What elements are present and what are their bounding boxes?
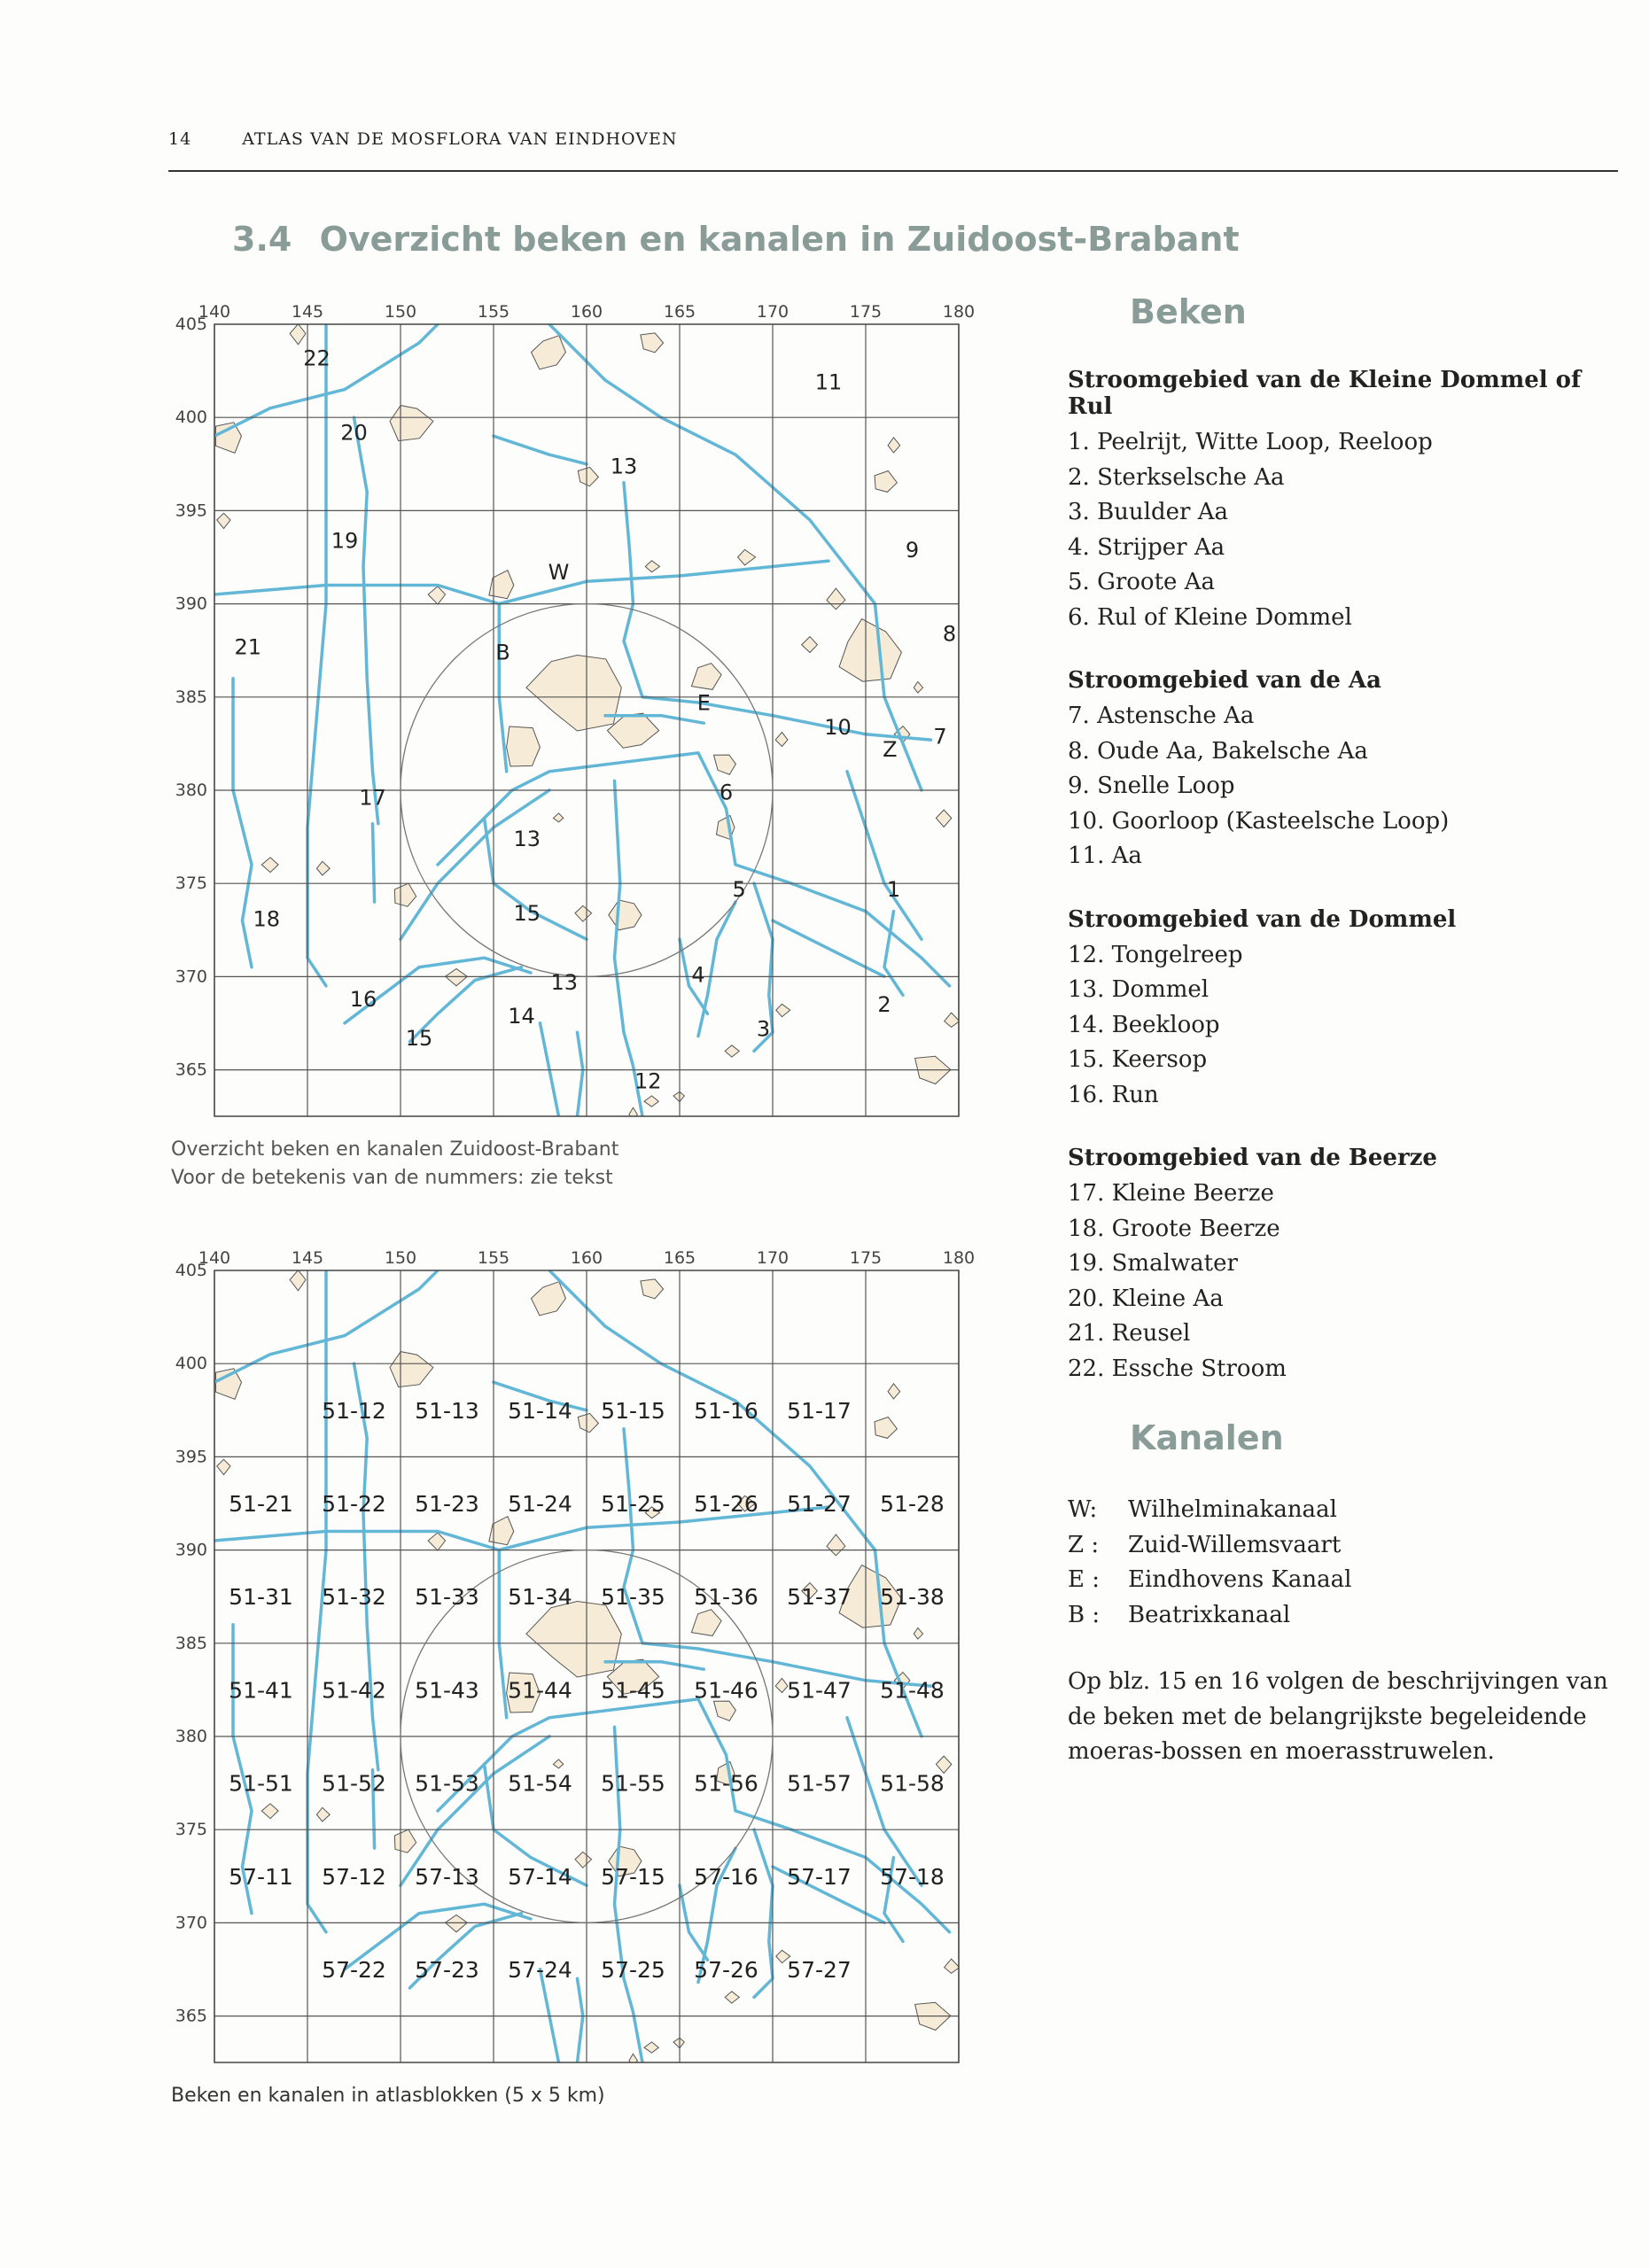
atlas-block-label: 51-51: [229, 1770, 293, 1797]
legend-item: 1. Peelrijt, Witte Loop, Reeloop: [1068, 429, 1433, 455]
x-tick-label: 180: [942, 302, 975, 322]
river-label: 15: [405, 1026, 433, 1052]
river-label: B: [495, 640, 510, 665]
x-tick-label: 170: [756, 1248, 789, 1268]
town-area: [827, 588, 845, 610]
river-label: 12: [634, 1068, 662, 1094]
y-tick-label: 390: [175, 594, 207, 614]
legend-item: 2. Sterkselsche Aa: [1068, 463, 1285, 491]
river-label: 18: [253, 906, 281, 932]
atlas-block-label: 57-17: [787, 1863, 852, 1890]
river-line: [354, 417, 378, 824]
town-area: [290, 324, 306, 345]
kanaal-key: Z :: [1068, 1531, 1100, 1558]
x-tick-label: 170: [756, 302, 789, 322]
y-tick-label: 380: [175, 781, 207, 800]
legend-item: 19. Smalwater: [1068, 1250, 1238, 1277]
river-label: 13: [610, 454, 638, 479]
group-title: Stroomgebied van de Beerze: [1068, 1145, 1437, 1171]
atlas-block-label: 51-37: [787, 1584, 852, 1611]
legend-item: 11. Aa: [1068, 843, 1142, 869]
group-title: Stroomgebied van de Kleine Dommel of Rul: [1068, 367, 1582, 420]
town-area: [532, 1282, 566, 1316]
river-line: [624, 483, 642, 697]
atlas-block-label: 51-32: [322, 1584, 386, 1611]
beken-heading: Beken: [1130, 292, 1247, 331]
town-area: [914, 1627, 922, 1639]
map2-caption-line: Beken en kanalen in atlasblokken (5 x 5 km): [171, 2085, 605, 2107]
town-area: [446, 1915, 468, 1932]
town-area: [394, 883, 416, 906]
river-label: 2: [877, 992, 891, 1018]
legend-item: 14. Beekloop: [1068, 1011, 1220, 1038]
kanaal-key: W:: [1068, 1496, 1098, 1523]
town-area: [507, 726, 541, 766]
atlas-block-label: 51-38: [880, 1584, 945, 1611]
river-label: 15: [513, 901, 541, 927]
town-area: [316, 1807, 330, 1821]
x-tick-label: 140: [198, 302, 231, 322]
town-area: [394, 1829, 416, 1852]
river-label: 14: [508, 1003, 535, 1029]
legend-column: [1068, 292, 1617, 1770]
river-label: 13: [550, 969, 579, 995]
river-line: [578, 1032, 583, 1116]
river-line: [773, 920, 884, 976]
atlas-block-label: 51-26: [694, 1491, 758, 1517]
river-line: [615, 781, 643, 1116]
map-rivers-overview: [159, 292, 975, 1125]
town-area: [578, 1413, 598, 1432]
section-number: 3.4: [232, 220, 292, 259]
legend-item: 12. Tongelreep: [1068, 941, 1243, 968]
kanaal-row: [1068, 1528, 1617, 1564]
town-area: [553, 813, 563, 822]
y-tick-label: 365: [175, 2006, 207, 2026]
town-area: [691, 664, 721, 690]
atlas-block-label: 51-12: [322, 1397, 386, 1424]
kanaal-row: [1068, 1563, 1617, 1598]
y-tick-label: 405: [175, 315, 207, 334]
map-atlas-blocks: [159, 1239, 975, 2071]
y-tick-label: 400: [175, 1354, 207, 1374]
y-tick-label: 385: [175, 687, 207, 707]
town-area: [691, 1610, 721, 1636]
y-tick-label: 390: [175, 1540, 207, 1560]
legend-item: 13. Dommel: [1068, 976, 1210, 1003]
x-tick-label: 180: [942, 1248, 975, 1268]
y-tick-label: 370: [175, 967, 207, 987]
y-tick-label: 405: [175, 1261, 207, 1280]
atlas-block-label: 51-56: [694, 1770, 758, 1797]
atlas-block-label: 51-55: [601, 1770, 665, 1797]
town-area: [290, 1270, 306, 1291]
y-tick-label: 375: [175, 1820, 207, 1840]
y-tick-label: 380: [175, 1727, 207, 1746]
town-area: [888, 1384, 900, 1399]
town-area: [673, 1091, 684, 1102]
town-area: [738, 549, 756, 565]
river-label: 8: [942, 621, 957, 647]
x-tick-label: 175: [849, 302, 883, 322]
legend-item: 4. Strijper Aa: [1068, 533, 1225, 561]
legend-item: 3. Buulder Aa: [1068, 499, 1228, 525]
y-tick-label: 400: [175, 408, 207, 428]
atlas-block-label: 51-41: [229, 1677, 293, 1704]
legend-group: [1068, 906, 1617, 1114]
atlas-block-label: 51-21: [229, 1491, 293, 1517]
town-area: [776, 1004, 790, 1016]
header-rule: [168, 170, 1618, 172]
atlas-block-label: 57-25: [601, 1957, 665, 1983]
town-area: [446, 969, 468, 986]
y-tick-label: 385: [175, 1633, 207, 1653]
atlas-block-label: 57-24: [508, 1957, 572, 1983]
y-tick-label: 395: [175, 501, 207, 521]
x-tick-label: 150: [384, 1248, 417, 1268]
river-line: [847, 1718, 922, 1885]
town-area: [775, 732, 788, 746]
river-label: E: [696, 690, 711, 716]
x-tick-label: 165: [663, 302, 696, 322]
river-label: 20: [340, 420, 368, 446]
atlas-block-label: 57-13: [415, 1863, 479, 1890]
kanaal-key: E :: [1068, 1566, 1101, 1593]
town-area: [629, 2054, 637, 2066]
atlas-block-label: 57-11: [229, 1863, 293, 1890]
atlas-block-label: 51-14: [508, 1397, 572, 1424]
river-line: [233, 679, 252, 967]
town-area: [216, 423, 242, 454]
x-tick-label: 160: [570, 302, 603, 322]
atlas-block-label: 57-16: [694, 1863, 758, 1890]
atlas-block-label: 57-18: [880, 1863, 945, 1890]
atlas-block-label: 57-23: [415, 1957, 479, 1983]
town-area: [261, 1804, 278, 1819]
atlas-block-label: 51-23: [415, 1491, 479, 1517]
river-label: 17: [359, 785, 386, 811]
river-line: [578, 1978, 583, 2062]
river-label: 7: [933, 724, 947, 750]
river-line: [373, 824, 375, 902]
atlas-block-label: 51-24: [508, 1491, 572, 1517]
legend-group: [1068, 1145, 1617, 1386]
town-area: [641, 333, 664, 353]
atlas-block-label: 51-47: [787, 1677, 852, 1704]
town-area: [390, 1352, 433, 1387]
river-line: [307, 324, 326, 986]
x-tick-label: 150: [384, 302, 417, 322]
kanaal-name: Beatrixkanaal: [1128, 1601, 1291, 1628]
kanaal-name: Eindhovens Kanaal: [1128, 1566, 1352, 1593]
legend-item: 21. Reusel: [1068, 1320, 1191, 1347]
legend-item: 5. Groote Aa: [1068, 569, 1215, 595]
legend-item: 8. Oude Aa, Bakelsche Aa: [1068, 737, 1368, 765]
atlas-block-label: 57-27: [787, 1957, 852, 1983]
atlas-block-label: 51-13: [415, 1397, 479, 1424]
page-number: 14: [168, 129, 192, 149]
map1-caption: [171, 1136, 618, 1192]
atlas-block-label: 51-22: [322, 1491, 386, 1517]
river-label: 19: [331, 528, 359, 554]
atlas-block-label: 57-12: [322, 1863, 386, 1890]
atlas-block-label: 51-25: [601, 1491, 665, 1517]
atlas-block-label: 51-58: [880, 1770, 945, 1797]
atlas-block-label: 51-54: [508, 1770, 572, 1797]
town-area: [714, 755, 736, 774]
atlas-block-label: 51-28: [880, 1491, 945, 1517]
town-area: [673, 2038, 684, 2048]
map2-svg: [159, 1239, 975, 2071]
town-area: [428, 1533, 446, 1550]
town-area: [945, 1013, 960, 1027]
group-title: Stroomgebied van de Aa: [1068, 667, 1381, 694]
atlas-block-label: 51-42: [322, 1677, 386, 1704]
section-title: [232, 220, 1240, 259]
river-label: 6: [719, 780, 734, 805]
y-tick-label: 395: [175, 1447, 207, 1467]
atlas-block-label: 51-36: [694, 1584, 758, 1611]
y-tick-label: 375: [175, 874, 207, 894]
river-label: 21: [234, 634, 262, 660]
legend-item: 22. Essche Stroom: [1068, 1355, 1287, 1382]
atlas-block-label: 51-57: [787, 1770, 852, 1797]
y-tick-label: 365: [175, 1060, 207, 1080]
section-title-text: Overzicht beken en kanalen in Zuidoost-Brabant: [319, 220, 1240, 259]
town-area: [875, 471, 897, 493]
atlas-block-label: 57-14: [508, 1863, 572, 1890]
river-line: [847, 772, 922, 939]
atlas-block-label: 51-34: [508, 1584, 572, 1611]
river-label: 9: [905, 537, 920, 563]
town-area: [827, 1534, 845, 1556]
kanaal-row: [1068, 1493, 1617, 1528]
river-line: [438, 753, 727, 865]
river-label: 10: [824, 714, 852, 740]
atlas-block-label: 51-48: [880, 1677, 945, 1704]
river-label: 4: [691, 962, 705, 988]
town-area: [875, 1418, 897, 1439]
town-area: [532, 336, 566, 369]
x-tick-label: 145: [291, 1248, 324, 1268]
x-tick-label: 145: [291, 302, 324, 322]
town-area: [609, 900, 642, 930]
river-line: [354, 1363, 378, 1770]
town-area: [725, 1045, 739, 1057]
x-tick-label: 155: [477, 302, 510, 322]
town-area: [575, 905, 592, 921]
atlas-block-label: 51-31: [229, 1584, 293, 1611]
town-area: [217, 513, 230, 528]
town-area: [261, 858, 278, 873]
town-area: [775, 1678, 788, 1692]
town-area: [216, 1369, 242, 1400]
town-area: [644, 2042, 658, 2053]
river-line: [499, 604, 506, 772]
town-area: [578, 467, 598, 485]
atlas-block-label: 51-53: [415, 1770, 479, 1797]
town-area: [945, 1959, 960, 1973]
atlas-block-label: 51-52: [322, 1770, 386, 1797]
kanalen-heading: Kanalen: [1130, 1418, 1284, 1457]
atlas-block-label: 57-22: [322, 1957, 386, 1983]
town-area: [526, 656, 621, 732]
atlas-block-label: 57-26: [694, 1957, 758, 1983]
kanaal-name: Wilhelminakanaal: [1128, 1496, 1337, 1523]
town-area: [428, 586, 446, 604]
town-area: [936, 810, 951, 827]
running-title: ATLAS VAN DE MOSFLORA VAN EINDHOVEN: [242, 129, 678, 149]
x-tick-label: 165: [663, 1248, 696, 1268]
river-line: [214, 1532, 499, 1550]
town-area: [390, 406, 433, 441]
river-label: 5: [732, 876, 746, 902]
group-title: Stroomgebied van de Dommel: [1068, 905, 1457, 933]
town-area: [553, 1759, 563, 1768]
river-label: 11: [814, 369, 843, 395]
x-tick-label: 155: [477, 1248, 510, 1268]
atlas-block-label: 51-43: [415, 1677, 479, 1704]
town-area: [839, 619, 901, 682]
river-line: [499, 1550, 506, 1718]
x-tick-label: 175: [849, 1248, 883, 1268]
atlas-block-label: 51-45: [601, 1677, 665, 1704]
legend-item: 16. Run: [1068, 1081, 1159, 1108]
description-note: Op blz. 15 en 16 volgen de beschrijvingen van de beken met de belangrijkste begeleidende moeras-bossen en moerasstruwelen.: [1068, 1668, 1608, 1765]
town-area: [489, 571, 514, 599]
town-area: [641, 1279, 664, 1299]
atlas-block-label: 51-17: [787, 1397, 852, 1424]
legend-group: [1068, 667, 1617, 874]
town-area: [888, 438, 900, 453]
town-area: [629, 1107, 637, 1120]
legend-group: [1068, 367, 1617, 635]
running-head: [168, 129, 678, 149]
atlas-block-label: 51-44: [508, 1677, 572, 1704]
kanaal-row: [1068, 1598, 1617, 1634]
atlas-block-label: 51-46: [694, 1677, 758, 1704]
atlas-block-label: 51-33: [415, 1584, 479, 1611]
atlas-block-label: 51-27: [787, 1491, 852, 1517]
map1-caption-line: Overzicht beken en kanalen Zuidoost-Brabant: [171, 1138, 619, 1161]
legend-item: 18. Groote Beerze: [1068, 1215, 1280, 1242]
legend-item: 10. Goorloop (Kasteelsche Loop): [1068, 807, 1450, 835]
legend-item: 9. Snelle Loop: [1068, 773, 1235, 799]
atlas-block-label: 51-16: [694, 1397, 758, 1424]
atlas-block-label: 57-15: [601, 1863, 665, 1890]
legend-item: 20. Kleine Aa: [1068, 1285, 1224, 1312]
town-area: [316, 861, 330, 875]
town-area: [217, 1459, 230, 1474]
town-area: [575, 1852, 592, 1868]
river-line: [494, 436, 587, 464]
map2-caption: [171, 2082, 605, 2110]
town-area: [645, 561, 659, 572]
town-area: [725, 1992, 739, 2003]
river-line: [624, 1429, 642, 1643]
y-tick-label: 370: [175, 1913, 207, 1933]
town-area: [489, 1517, 514, 1545]
town-area: [607, 713, 658, 748]
legend-item: 7. Astensche Aa: [1068, 703, 1255, 729]
map1-svg: [159, 292, 975, 1125]
river-label: 22: [303, 346, 331, 371]
town-area: [644, 1096, 658, 1107]
river-label: 3: [756, 1016, 771, 1042]
river-line: [884, 912, 903, 996]
town-area: [914, 681, 922, 693]
atlas-block-label: 51-15: [601, 1397, 665, 1424]
river-label: 13: [513, 826, 541, 851]
river-label: 16: [349, 986, 377, 1012]
town-area: [802, 637, 818, 653]
legend-item: 6. Rul of Kleine Dommel: [1068, 603, 1352, 631]
river-line: [214, 586, 499, 604]
legend-item: 15. Keersop: [1068, 1046, 1208, 1073]
river-label: Z: [883, 737, 898, 763]
town-area: [526, 1602, 621, 1678]
river-label: 1: [886, 876, 901, 902]
atlas-block-label: 51-35: [601, 1584, 665, 1611]
map1-caption-line: Voor de betekenis van de nummers: zie tekst: [171, 1167, 613, 1189]
river-label: W: [548, 560, 570, 586]
legend-item: 17. Kleine Beerze: [1068, 1180, 1274, 1207]
river-line: [438, 1699, 727, 1811]
town-area: [714, 1701, 736, 1720]
kanaal-key: B :: [1068, 1601, 1101, 1628]
x-tick-label: 160: [570, 1248, 603, 1268]
kanaal-name: Zuid-Willemsvaart: [1128, 1531, 1342, 1558]
x-tick-label: 140: [198, 1248, 231, 1268]
